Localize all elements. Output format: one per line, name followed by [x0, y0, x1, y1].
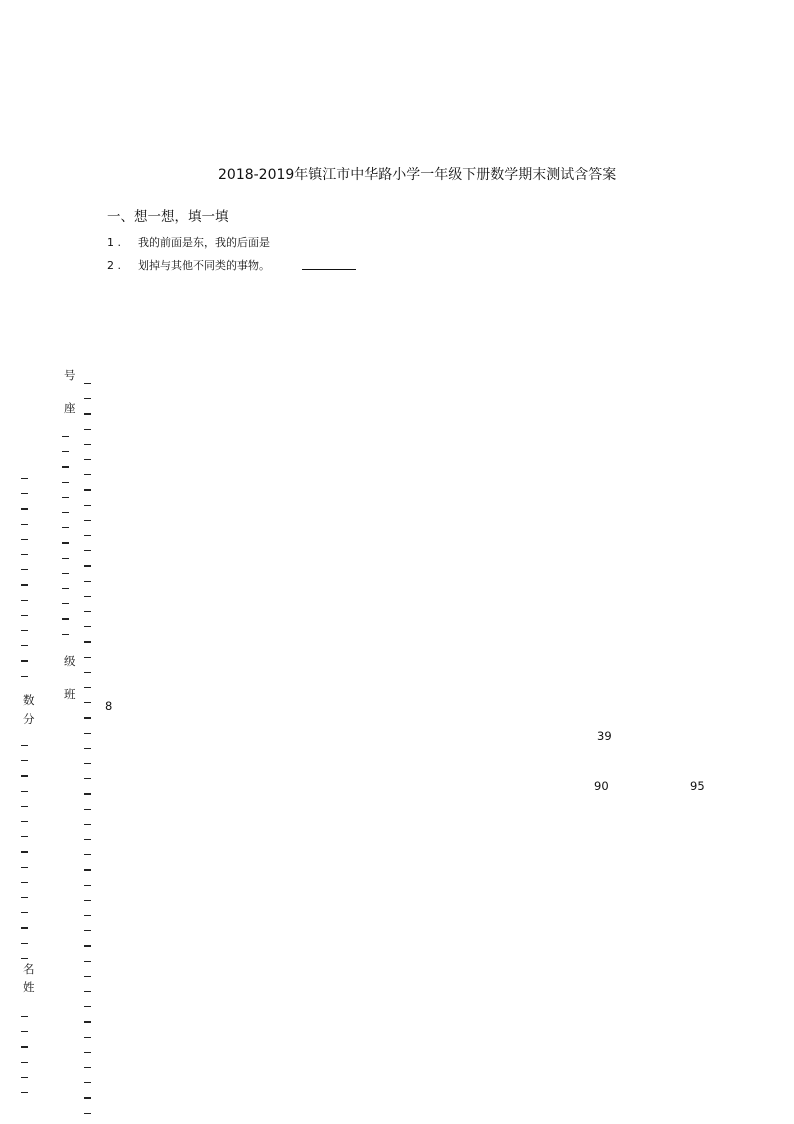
margin-label-hao: 号 — [64, 368, 76, 382]
binding-dash — [84, 991, 91, 992]
binding-dash — [21, 600, 28, 601]
binding-dash — [21, 630, 28, 631]
question-text: 我的前面是东，我的后面是 — [138, 236, 270, 249]
binding-dash — [21, 775, 28, 776]
binding-dash — [21, 836, 28, 837]
binding-dash — [21, 927, 28, 928]
binding-dash — [21, 1092, 28, 1093]
binding-dash — [21, 882, 28, 883]
binding-dash — [62, 603, 69, 604]
binding-dash — [84, 809, 91, 810]
binding-dash — [84, 1082, 91, 1083]
binding-dash — [21, 554, 28, 555]
question-text: 划掉与其他不同类的事物。 — [138, 259, 270, 272]
binding-dash — [21, 660, 28, 661]
binding-dash — [84, 565, 91, 566]
binding-dash — [84, 1052, 91, 1053]
binding-dash — [84, 1067, 91, 1068]
binding-dash — [84, 869, 91, 870]
binding-dash — [21, 760, 28, 761]
document-title: 2018-2019年镇江市中华路小学一年级下册数学期末测试含答案 — [218, 167, 617, 183]
binding-dash — [84, 383, 91, 384]
binding-dash — [21, 1016, 28, 1017]
binding-dash — [21, 508, 28, 509]
binding-dash — [84, 641, 91, 642]
binding-dash — [21, 912, 28, 913]
binding-dash — [84, 717, 91, 718]
binding-dash — [84, 945, 91, 946]
binding-dash — [84, 1021, 91, 1022]
binding-dash — [84, 657, 91, 658]
binding-dash — [62, 436, 69, 437]
binding-dash — [62, 588, 69, 589]
section-heading: 一、想一想，填一填 — [107, 209, 229, 225]
binding-dash — [84, 413, 91, 414]
binding-dash — [84, 429, 91, 430]
binding-dash — [84, 1113, 91, 1114]
binding-dash — [84, 398, 91, 399]
binding-dash — [84, 520, 91, 521]
answer-blank — [302, 269, 356, 270]
binding-dash — [62, 542, 69, 543]
binding-dash — [21, 1077, 28, 1078]
binding-dash — [62, 512, 69, 513]
binding-dash — [84, 976, 91, 977]
binding-dash — [62, 466, 69, 467]
binding-dash — [84, 505, 91, 506]
question-number: 1 . — [107, 236, 121, 249]
binding-dash — [62, 558, 69, 559]
question-2 — [107, 257, 270, 273]
question-1 — [107, 234, 270, 250]
binding-line-middle — [62, 0, 70, 1124]
binding-dash — [84, 444, 91, 445]
binding-dash — [84, 489, 91, 490]
binding-dash — [84, 854, 91, 855]
question-number: 2 . — [107, 259, 121, 272]
binding-dash — [21, 851, 28, 852]
binding-dash — [21, 791, 28, 792]
binding-dash — [84, 474, 91, 475]
binding-dash — [84, 672, 91, 673]
binding-dash — [84, 733, 91, 734]
binding-dash — [62, 451, 69, 452]
binding-dash — [21, 1046, 28, 1047]
margin-label-fen: 分 — [23, 712, 35, 726]
binding-dash — [84, 687, 91, 688]
binding-dash — [21, 539, 28, 540]
binding-dash — [84, 626, 91, 627]
binding-dash — [84, 778, 91, 779]
binding-dash — [21, 584, 28, 585]
binding-dash — [84, 459, 91, 460]
binding-dash — [84, 961, 91, 962]
binding-dash — [84, 1006, 91, 1007]
binding-dash — [84, 581, 91, 582]
binding-line-right — [84, 0, 92, 1124]
binding-dash — [21, 1062, 28, 1063]
margin-label-xing: 姓 — [23, 980, 35, 994]
binding-dash — [84, 535, 91, 536]
stray-number-8: 8 — [105, 699, 113, 713]
stray-number-39: 39 — [597, 729, 612, 743]
margin-label-shu: 数 — [23, 693, 35, 707]
margin-label-ming: 名 — [23, 962, 35, 976]
binding-dash — [21, 615, 28, 616]
binding-dash — [84, 550, 91, 551]
binding-dash — [84, 839, 91, 840]
binding-dash — [62, 573, 69, 574]
binding-dash — [84, 1037, 91, 1038]
margin-label-zuo: 座 — [64, 401, 76, 415]
stray-number-95: 95 — [690, 779, 705, 793]
binding-dash — [21, 897, 28, 898]
binding-dash — [21, 821, 28, 822]
binding-dash — [84, 824, 91, 825]
margin-label-ban: 班 — [64, 687, 76, 701]
binding-dash — [84, 702, 91, 703]
margin-label-ji: 级 — [64, 654, 76, 668]
binding-dash — [62, 497, 69, 498]
binding-dash — [21, 645, 28, 646]
binding-dash — [21, 493, 28, 494]
binding-dash — [84, 885, 91, 886]
binding-dash — [62, 527, 69, 528]
binding-dash — [21, 943, 28, 944]
binding-dash — [21, 569, 28, 570]
binding-dash — [62, 482, 69, 483]
binding-dash — [21, 958, 28, 959]
binding-dash — [84, 915, 91, 916]
binding-dash — [21, 676, 28, 677]
binding-dash — [62, 634, 69, 635]
binding-dash — [84, 900, 91, 901]
binding-dash — [21, 524, 28, 525]
stray-number-90: 90 — [594, 779, 609, 793]
binding-dash — [21, 745, 28, 746]
binding-dash — [21, 1031, 28, 1032]
binding-dash — [84, 793, 91, 794]
binding-dash — [21, 867, 28, 868]
binding-dash — [84, 596, 91, 597]
binding-line-left — [21, 0, 29, 1124]
binding-dash — [21, 478, 28, 479]
binding-dash — [84, 930, 91, 931]
binding-dash — [21, 806, 28, 807]
binding-dash — [84, 748, 91, 749]
binding-dash — [84, 611, 91, 612]
binding-dash — [84, 763, 91, 764]
binding-dash — [84, 1097, 91, 1098]
binding-dash — [62, 618, 69, 619]
